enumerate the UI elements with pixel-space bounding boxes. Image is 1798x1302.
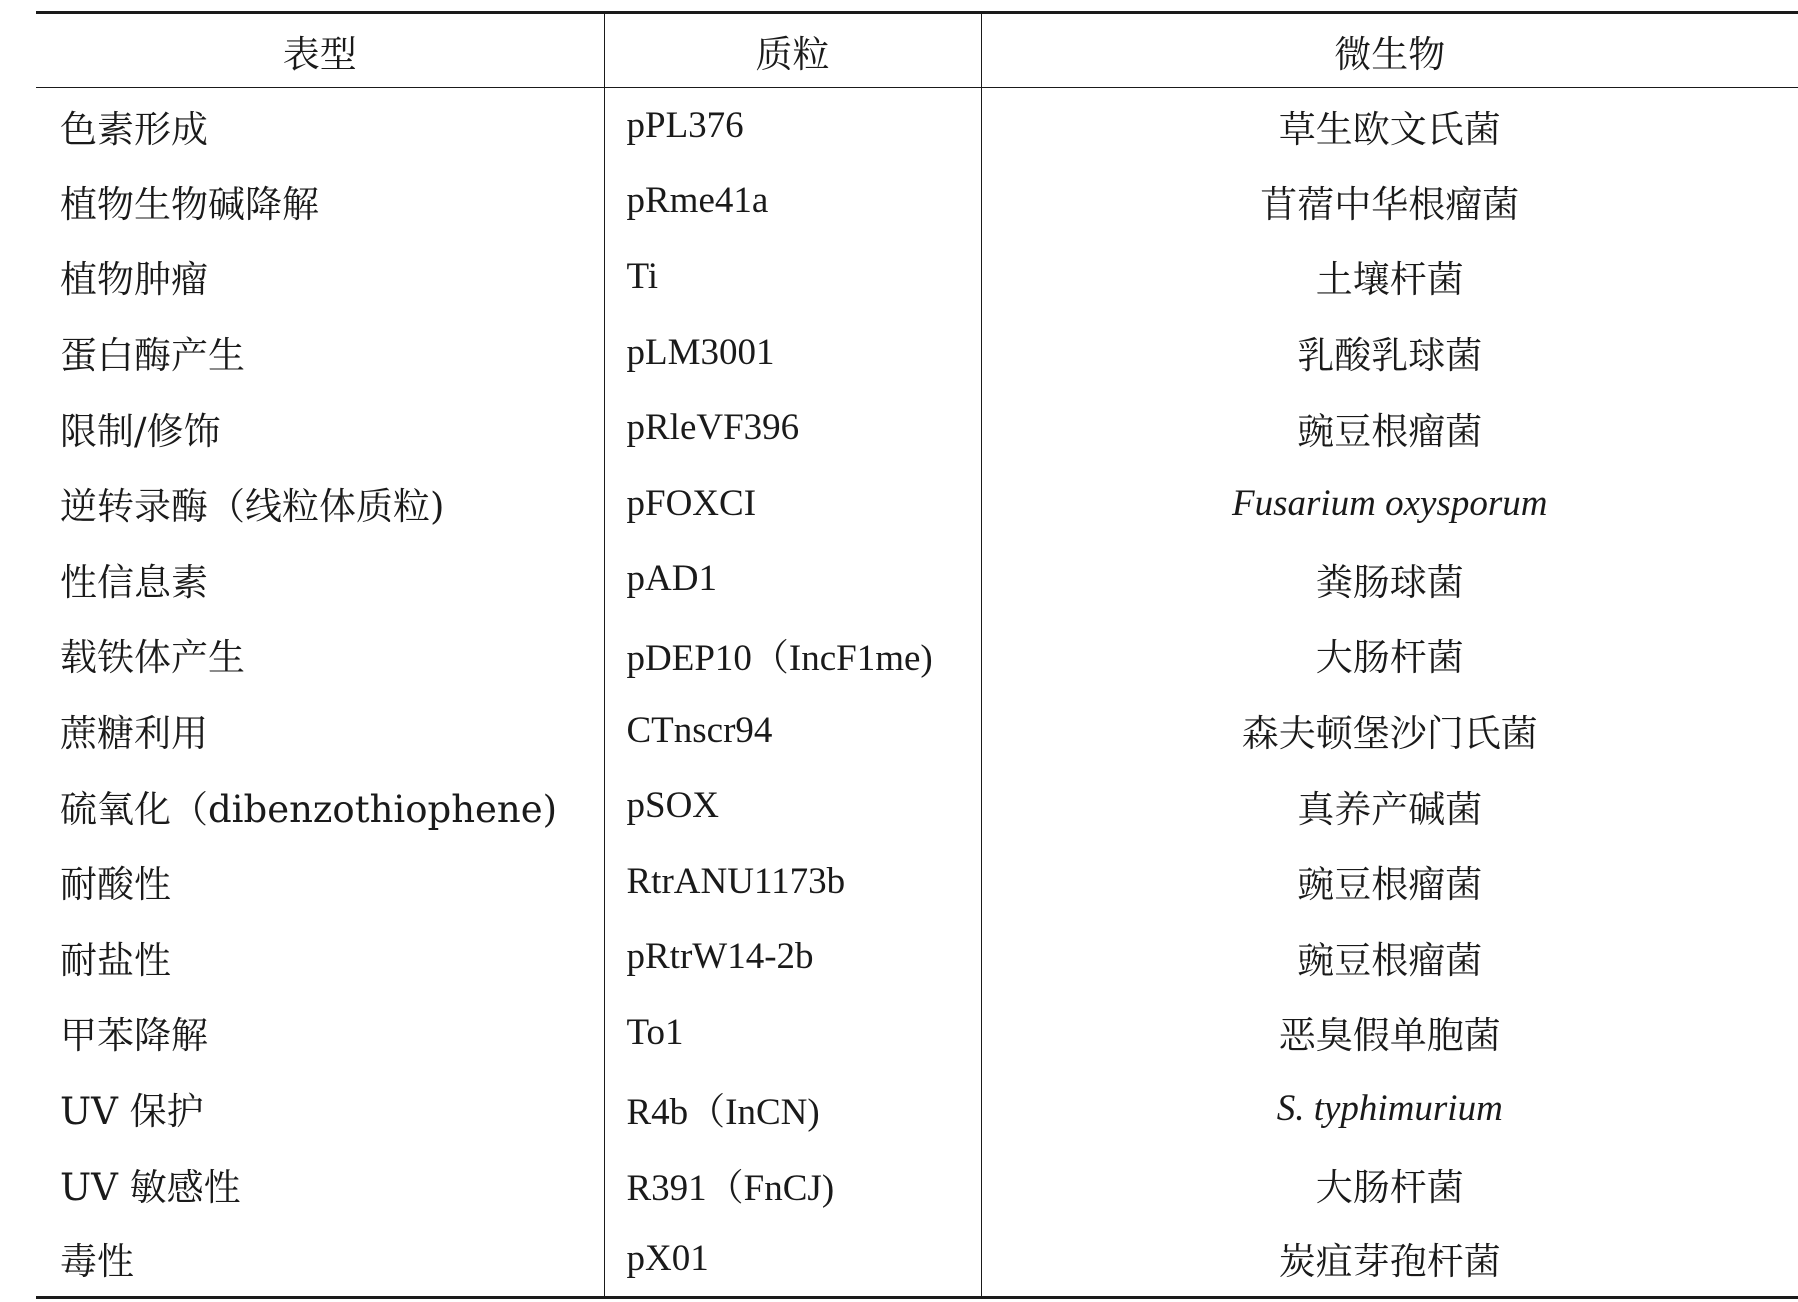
cell-phenotype: 耐酸性 [36, 843, 604, 919]
cell-plasmid: RtrANU1173b [604, 843, 981, 919]
table-row [36, 163, 1798, 239]
table-row [36, 995, 1798, 1071]
cell-plasmid: pDEP10（IncF1me) [604, 617, 981, 693]
table-row [36, 1221, 1798, 1297]
cell-organism: 乳酸乳球菌 [1297, 334, 1483, 378]
cell-organism: 大肠杆菌 [1315, 1165, 1464, 1209]
cell-plasmid: pLM3001 [604, 314, 981, 390]
cell-plasmid: pRme41a [604, 163, 981, 239]
cell-phenotype: 性信息素 [36, 541, 604, 617]
cell-plasmid: pAD1 [604, 541, 981, 617]
header-plasmid: 质粒 [604, 13, 981, 88]
cell-phenotype: UV 敏感性 [36, 1146, 604, 1222]
cell-phenotype: 植物生物碱降解 [36, 163, 604, 239]
cell-organism: 粪肠球菌 [1315, 560, 1464, 604]
cell-organism: 豌豆根瘤菌 [1297, 863, 1483, 907]
cell-phenotype: 蔗糖利用 [36, 692, 604, 768]
cell-organism: 大肠杆菌 [1315, 636, 1464, 680]
cell-phenotype: 逆转录酶（线粒体质粒) [36, 465, 604, 541]
cell-organism: 土壤杆菌 [1315, 258, 1464, 302]
table-row [36, 465, 1798, 541]
cell-plasmid: pX01 [604, 1221, 981, 1297]
plasmid-phenotype-table [36, 11, 1798, 1299]
table-row [36, 314, 1798, 390]
table-row [36, 541, 1798, 617]
header-organism: 微生物 [981, 13, 1798, 88]
cell-phenotype: 甲苯降解 [36, 995, 604, 1071]
cell-plasmid: pSOX [604, 768, 981, 844]
cell-phenotype: 硫氧化（dibenzothiophene) [36, 768, 604, 844]
cell-plasmid: To1 [604, 995, 981, 1071]
table-row [36, 843, 1798, 919]
cell-plasmid: CTnscr94 [604, 692, 981, 768]
cell-phenotype: 蛋白酶产生 [36, 314, 604, 390]
table-row [36, 1146, 1798, 1222]
cell-organism: 森夫顿堡沙门氏菌 [1241, 712, 1538, 756]
cell-organism: 草生欧文氏菌 [1278, 107, 1501, 151]
cell-organism: S. typhimurium [1276, 1087, 1503, 1129]
cell-organism: Fusarium oxysporum [1231, 482, 1548, 524]
table-body [36, 88, 1798, 1298]
cell-phenotype: 毒性 [36, 1221, 604, 1297]
cell-phenotype: 耐盐性 [36, 919, 604, 995]
table-row [36, 768, 1798, 844]
cell-phenotype: 载铁体产生 [36, 617, 604, 693]
cell-plasmid: pRtrW14-2b [604, 919, 981, 995]
cell-plasmid: Ti [604, 239, 981, 315]
header-phenotype: 表型 [36, 13, 604, 88]
table-row [36, 1070, 1798, 1146]
cell-plasmid: R391（FnCJ) [604, 1146, 981, 1222]
cell-plasmid: pPL376 [604, 88, 981, 164]
table-row [36, 692, 1798, 768]
cell-organism: 炭疽芽孢杆菌 [981, 1221, 1798, 1297]
cell-phenotype: 限制/修饰 [36, 390, 604, 466]
plasmid-phenotype-table-container [36, 11, 1798, 1299]
cell-organism: 真养产碱菌 [1297, 787, 1483, 831]
cell-phenotype: UV 保护 [36, 1070, 604, 1146]
cell-organism: 豌豆根瘤菌 [1297, 938, 1483, 982]
table-row [36, 390, 1798, 466]
cell-phenotype: 植物肿瘤 [36, 239, 604, 315]
table-row [36, 919, 1798, 995]
cell-plasmid: R4b（InCN) [604, 1070, 981, 1146]
cell-organism: 豌豆根瘤菌 [1297, 409, 1483, 453]
cell-plasmid: pFOXCI [604, 465, 981, 541]
table-row [36, 88, 1798, 164]
cell-organism: 苜蓿中华根瘤菌 [1260, 182, 1520, 226]
table-header-row [36, 13, 1798, 88]
table-row [36, 239, 1798, 315]
table-row [36, 617, 1798, 693]
cell-plasmid: pRleVF396 [604, 390, 981, 466]
cell-organism: 恶臭假单胞菌 [1278, 1014, 1501, 1058]
cell-phenotype: 色素形成 [36, 88, 604, 164]
